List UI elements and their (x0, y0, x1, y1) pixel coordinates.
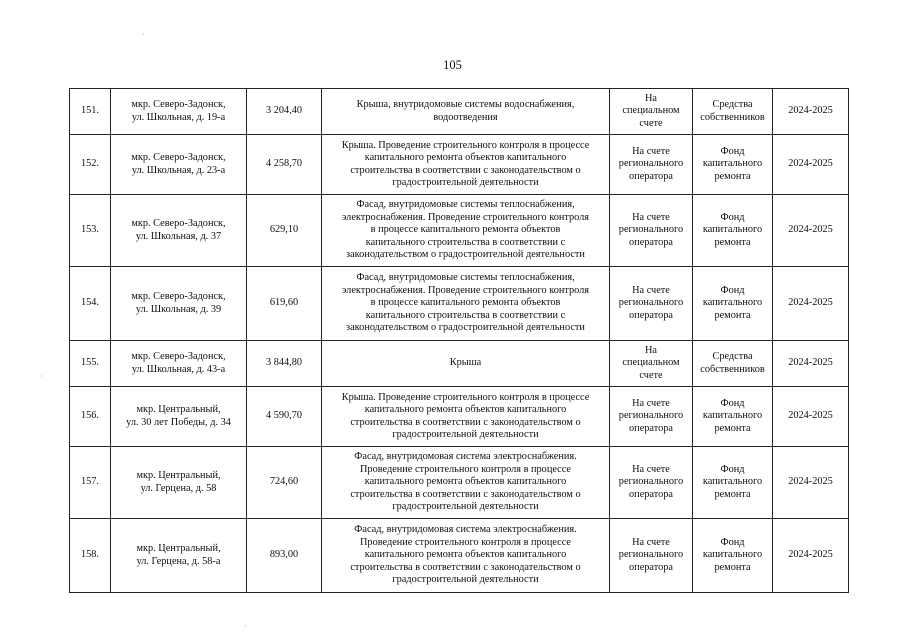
works-line: законодательством о градостроительной деятельности (346, 249, 585, 261)
works-cell (322, 341, 610, 387)
account-line: оператора (629, 236, 673, 248)
table-row (70, 135, 849, 195)
period-cell: 2024-2025 (773, 387, 849, 447)
works-line: капитального строительства в соответствии с (365, 236, 566, 248)
row-number-cell: 153. (70, 195, 111, 267)
funding-cell (693, 387, 773, 447)
row-number-cell: 152. (70, 135, 111, 195)
account-line: счете (639, 117, 663, 129)
address-cell (111, 519, 247, 593)
account-line: На счете (632, 284, 670, 296)
funding-line: капитального (702, 476, 763, 488)
funding-line: капитального (702, 549, 763, 561)
account-line: оператора (629, 561, 673, 573)
account-line: специальном (622, 105, 680, 117)
area-cell: 619,60 (247, 267, 322, 341)
works-line: Крыша. Проведение строительного контроля в процессе (341, 139, 590, 151)
address-cell (111, 135, 247, 195)
works-line: строительства в соответствии с законодательством о (350, 488, 581, 500)
page-number: 105 (443, 58, 462, 72)
area-cell: 893,00 (247, 519, 322, 593)
table-row (70, 519, 849, 593)
works-line: Фасад, внутридомовые системы теплоснабжения, (356, 199, 575, 211)
works-line: капитального ремонта объектов капитального (364, 152, 567, 164)
period-cell: 2024-2025 (773, 89, 849, 135)
funding-line: ремонта (714, 309, 751, 321)
works-cell (322, 267, 610, 341)
table-row (70, 89, 849, 135)
account-line: оператора (629, 309, 673, 321)
account-cell (610, 341, 693, 387)
account-line: регионального (618, 158, 684, 170)
works-cell (322, 447, 610, 519)
account-cell (610, 195, 693, 267)
account-cell (610, 135, 693, 195)
row-number-cell: 157. (70, 447, 111, 519)
account-line: регионального (618, 476, 684, 488)
address-street: ул. Школьная, д. 39 (135, 303, 222, 315)
funding-line: ремонта (714, 561, 751, 573)
address-district: мкр. Центральный, (136, 404, 221, 416)
period-cell: 2024-2025 (773, 519, 849, 593)
funding-cell (693, 89, 773, 135)
row-number-cell: 151. (70, 89, 111, 135)
works-line: Проведение строительного контроля в процессе (360, 536, 571, 548)
account-line: На (644, 92, 657, 104)
address-cell (111, 387, 247, 447)
account-line: оператора (629, 422, 673, 434)
works-line: Фасад, внутридомовая система электроснабжения. (354, 524, 577, 536)
address-district: мкр. Северо-Задонск, (131, 99, 226, 111)
area-cell: 3 844,80 (247, 341, 322, 387)
account-cell (610, 89, 693, 135)
area-cell: 4 590,70 (247, 387, 322, 447)
address-cell (111, 89, 247, 135)
account-line: регионального (618, 410, 684, 422)
account-line: регионального (618, 549, 684, 561)
period-cell: 2024-2025 (773, 267, 849, 341)
funding-line: Средства (712, 351, 753, 363)
address-street: ул. Герцена, д. 58-а (136, 555, 221, 567)
address-cell (111, 267, 247, 341)
account-line: На (644, 344, 657, 356)
works-line: градостроительной деятельности (392, 501, 539, 513)
works-line: капитального ремонта объектов капитального (364, 476, 567, 488)
works-line: электроснабжения. Проведение строительного контроля (341, 211, 590, 223)
funding-line: Средства (712, 99, 753, 111)
funding-line: ремонта (714, 422, 751, 434)
funding-line: капитального (702, 297, 763, 309)
scan-speck: · (40, 372, 43, 381)
account-line: оператора (629, 488, 673, 500)
funding-line: Фонд (720, 536, 745, 548)
works-line: строительства в соответствии с законодательством о (350, 416, 581, 428)
row-number-cell: 154. (70, 267, 111, 341)
account-line: На счете (632, 145, 670, 157)
row-number-cell: 155. (70, 341, 111, 387)
address-street: ул. Школьная, д. 37 (135, 230, 222, 242)
works-line: Фасад, внутридомовые системы теплоснабжения, (356, 272, 575, 284)
address-district: мкр. Северо-Задонск, (131, 152, 226, 164)
row-number-cell: 156. (70, 387, 111, 447)
works-cell (322, 387, 610, 447)
works-cell (322, 519, 610, 593)
account-cell (610, 447, 693, 519)
funding-line: собственников (700, 111, 765, 123)
table-row (70, 341, 849, 387)
works-line: Крыша (449, 357, 482, 369)
table-row (70, 195, 849, 267)
works-line: градостроительной деятельности (392, 428, 539, 440)
funding-line: капитального (702, 410, 763, 422)
works-line: капитального строительства в соответствии с (365, 309, 566, 321)
works-line: капитального ремонта объектов капитального (364, 404, 567, 416)
works-line: в процессе капитального ремонта объектов (370, 297, 561, 309)
works-line: капитального ремонта объектов капитального (364, 549, 567, 561)
address-district: мкр. Северо-Задонск, (131, 218, 226, 230)
address-street: ул. Герцена, д. 58 (140, 482, 217, 494)
table-body (70, 89, 849, 593)
works-cell (322, 89, 610, 135)
account-line: На счете (632, 536, 670, 548)
area-cell: 629,10 (247, 195, 322, 267)
period-cell: 2024-2025 (773, 135, 849, 195)
address-district: мкр. Северо-Задонск, (131, 291, 226, 303)
funding-line: ремонта (714, 236, 751, 248)
funding-line: капитального (702, 158, 763, 170)
funding-cell (693, 447, 773, 519)
works-line: градостроительной деятельности (392, 574, 539, 586)
account-line: регионального (618, 224, 684, 236)
works-line: в процессе капитального ремонта объектов (370, 224, 561, 236)
works-line: электроснабжения. Проведение строительного контроля (341, 284, 590, 296)
address-district: мкр. Северо-Задонск, (131, 351, 226, 363)
account-line: На счете (632, 211, 670, 223)
works-line: Проведение строительного контроля в процессе (360, 463, 571, 475)
address-street: ул. Школьная, д. 23-а (131, 164, 226, 176)
funding-line: капитального (702, 224, 763, 236)
funding-cell (693, 267, 773, 341)
account-cell (610, 387, 693, 447)
works-line: Фасад, внутридомовая система электроснабжения. (354, 451, 577, 463)
area-cell: 4 258,70 (247, 135, 322, 195)
funding-line: собственников (700, 363, 765, 375)
address-street: ул. 30 лет Победы, д. 34 (126, 416, 231, 428)
repair-schedule-table (69, 88, 849, 593)
account-cell (610, 267, 693, 341)
address-district: мкр. Центральный, (136, 470, 221, 482)
table-row (70, 267, 849, 341)
period-cell: 2024-2025 (773, 195, 849, 267)
address-street: ул. Школьная, д. 19-а (131, 111, 226, 123)
row-number-cell: 158. (70, 519, 111, 593)
area-cell: 3 204,40 (247, 89, 322, 135)
account-line: счете (639, 369, 663, 381)
works-cell (322, 135, 610, 195)
funding-line: Фонд (720, 211, 745, 223)
account-line: специальном (622, 357, 680, 369)
period-cell: 2024-2025 (773, 447, 849, 519)
address-cell (111, 447, 247, 519)
works-line: законодательством о градостроительной деятельности (346, 322, 585, 334)
address-cell (111, 195, 247, 267)
account-line: оператора (629, 170, 673, 182)
address-street: ул. Школьная, д. 43-а (131, 363, 226, 375)
table-row (70, 387, 849, 447)
account-line: На счете (632, 463, 670, 475)
funding-cell (693, 341, 773, 387)
account-line: регионального (618, 297, 684, 309)
funding-line: ремонта (714, 170, 751, 182)
works-line: Крыша. Проведение строительного контроля в процессе (341, 391, 590, 403)
works-line: строительства в соответствии с законодательством о (350, 164, 581, 176)
address-district: мкр. Центральный, (136, 543, 221, 555)
funding-line: Фонд (720, 463, 745, 475)
works-cell (322, 195, 610, 267)
address-cell (111, 341, 247, 387)
account-line: На счете (632, 397, 670, 409)
funding-cell (693, 135, 773, 195)
area-cell: 724,60 (247, 447, 322, 519)
funding-cell (693, 195, 773, 267)
period-cell: 2024-2025 (773, 341, 849, 387)
scan-speck: · (142, 30, 145, 39)
works-line: водоотведения (433, 111, 498, 123)
funding-line: ремонта (714, 488, 751, 500)
funding-line: Фонд (720, 145, 745, 157)
scan-speck: · (244, 622, 247, 631)
funding-cell (693, 519, 773, 593)
works-line: градостроительной деятельности (392, 176, 539, 188)
works-line: Крыша, внутридомовые системы водоснабжения, (356, 99, 575, 111)
works-line: строительства в соответствии с законодательством о (350, 561, 581, 573)
funding-line: Фонд (720, 397, 745, 409)
table-row (70, 447, 849, 519)
funding-line: Фонд (720, 284, 745, 296)
account-cell (610, 519, 693, 593)
